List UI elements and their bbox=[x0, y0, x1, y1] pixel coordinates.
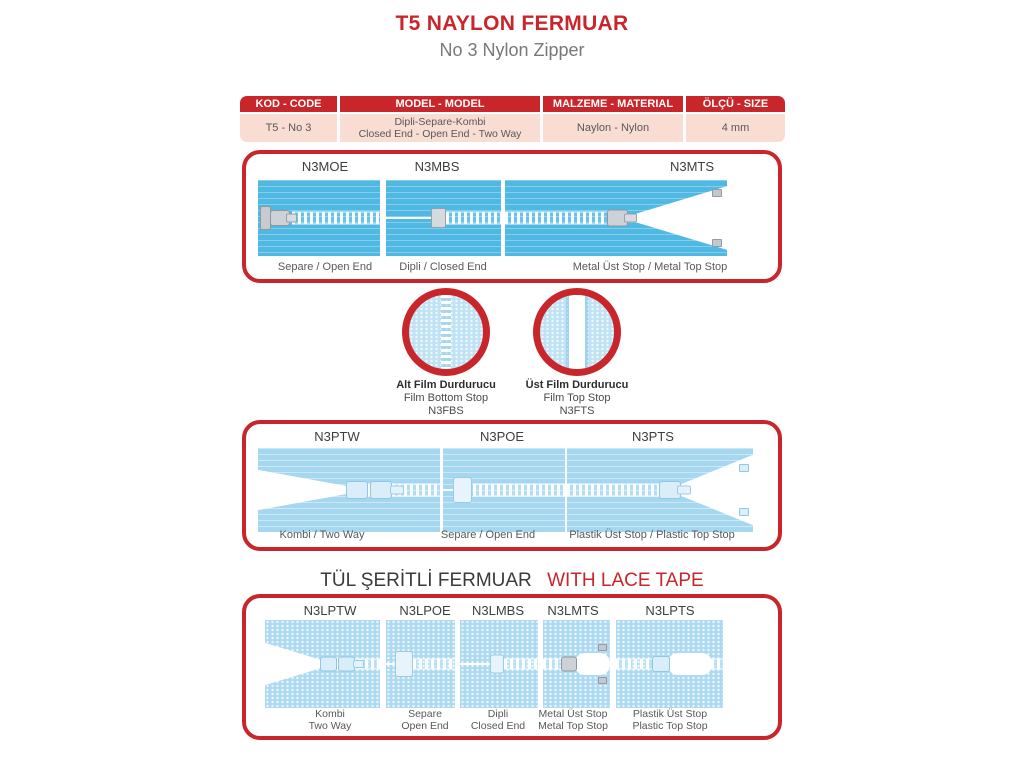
spec-header-model: MODEL - MODEL bbox=[340, 96, 540, 112]
zipper-teeth bbox=[711, 659, 723, 670]
panel-metal-zippers bbox=[242, 150, 782, 283]
spec-model-line2: Closed End - Open End - Two Way bbox=[358, 128, 522, 140]
zipper-image-n3ptw bbox=[258, 448, 440, 532]
zipper-image-n3mbs bbox=[386, 180, 501, 256]
zipper-code-n3pts: N3PTS bbox=[632, 429, 674, 444]
zipper-caption-n3pts: Plastik Üst Stop / Plastic Top Stop bbox=[569, 529, 735, 541]
zipper-retainer-box bbox=[395, 651, 413, 677]
zipper-teeth bbox=[292, 212, 380, 225]
zipper-slider bbox=[652, 656, 670, 672]
zipper-slider bbox=[370, 481, 392, 499]
spec-cell-model bbox=[340, 114, 540, 142]
zipper-pull bbox=[677, 486, 691, 495]
caption-line2: Plastic Top Stop bbox=[632, 719, 708, 732]
zipper-caption-n3lptw bbox=[309, 709, 352, 732]
zipper-caption-n3mbs: Dipli / Closed End bbox=[399, 261, 487, 273]
panel-lace-zippers bbox=[242, 594, 782, 740]
zipper-code-n3lpoe: N3LPOE bbox=[399, 603, 451, 618]
lace-heading-turkish: TÜL ŞERİTLİ FERMUAR bbox=[320, 570, 532, 591]
spec-header-size: ÖLÇÜ - SIZE bbox=[686, 96, 785, 112]
zipper-top-stop bbox=[739, 508, 749, 516]
page-subtitle: No 3 Nylon Zipper bbox=[439, 40, 585, 60]
zipper-image-n3mts bbox=[505, 180, 727, 256]
zipper-top-stop bbox=[712, 239, 722, 247]
spec-header-code: KOD - CODE bbox=[240, 96, 337, 112]
film-stop-code: N3FBS bbox=[428, 405, 464, 417]
spec-cell-material: Naylon - Nylon bbox=[543, 114, 683, 142]
zipper-top-stop bbox=[598, 677, 607, 684]
zipper-image-n3lpts bbox=[616, 620, 723, 708]
zipper-bottom-stop bbox=[490, 655, 504, 674]
zipper-image-n3lmbs bbox=[460, 620, 538, 708]
zipper-code-n3moe: N3MOE bbox=[301, 159, 349, 174]
film-top-stop-photo bbox=[533, 288, 621, 376]
film-stop-title: Alt Film Durdurucu bbox=[396, 379, 496, 391]
zipper-image-n3lpoe bbox=[386, 620, 455, 708]
zipper-caption-n3poe: Separe / Open End bbox=[440, 529, 536, 541]
film-stop-subtitle: Film Top Stop bbox=[543, 392, 611, 404]
film-stop-subtitle: Film Bottom Stop bbox=[403, 392, 489, 404]
spec-cell-size: 4 mm bbox=[686, 114, 785, 142]
film-stop-title: Üst Film Durdurucu bbox=[525, 379, 629, 391]
spec-cell-code: T5 - No 3 bbox=[240, 114, 337, 142]
zipper-teeth bbox=[567, 484, 667, 497]
zipper-pull bbox=[286, 214, 297, 223]
page-title: T5 NAYLON FERMUAR bbox=[395, 12, 629, 35]
zipper-open-gap bbox=[569, 295, 585, 369]
caption-line2: Open End bbox=[401, 719, 449, 732]
zipper-teeth bbox=[413, 659, 455, 670]
zipper-open-gap bbox=[265, 620, 323, 708]
zipper-top-stop bbox=[598, 644, 607, 651]
spec-table-header-row bbox=[240, 96, 785, 112]
caption-line1: Dipli bbox=[487, 708, 509, 720]
zipper-slider bbox=[346, 481, 368, 499]
zipper-top-stop bbox=[739, 464, 749, 472]
lace-heading-english: WITH LACE TAPE bbox=[547, 570, 704, 591]
zipper-image-n3lptw bbox=[265, 620, 380, 708]
zipper-retainer-box bbox=[453, 477, 472, 503]
zipper-code-n3lptw: N3LPTW bbox=[303, 603, 357, 618]
zipper-bottom-stop bbox=[431, 208, 446, 228]
zipper-caption-n3moe: Separe / Open End bbox=[277, 261, 373, 273]
caption-line2: Closed End bbox=[470, 719, 526, 732]
zipper-slider bbox=[561, 657, 577, 672]
zipper-pull bbox=[353, 660, 364, 668]
caption-line1: Separe bbox=[408, 708, 442, 720]
caption-line1: Kombi bbox=[315, 708, 345, 720]
zipper-code-n3lmts: N3LMTS bbox=[547, 603, 599, 618]
film-bottom-stop-photo bbox=[402, 288, 490, 376]
zipper-image-n3pts bbox=[567, 448, 753, 532]
spec-table-body-row bbox=[240, 114, 785, 142]
zipper-code-n3poe: N3POE bbox=[479, 429, 525, 444]
panel-plastic-zippers bbox=[242, 420, 782, 551]
zipper-teeth bbox=[473, 484, 565, 497]
zipper-pull bbox=[624, 214, 637, 223]
zipper-caption-n3lpts bbox=[632, 709, 707, 732]
zipper-top-stop bbox=[712, 189, 722, 197]
film-top-stop-label bbox=[492, 379, 662, 418]
zipper-image-n3moe bbox=[258, 180, 380, 256]
zipper-open-gap bbox=[258, 448, 350, 532]
zipper-image-n3lmts bbox=[543, 620, 610, 708]
zipper-caption-n3mts: Metal Üst Stop / Metal Top Stop bbox=[572, 261, 728, 273]
zipper-pull bbox=[390, 486, 404, 495]
zipper-caption-n3lmts bbox=[538, 709, 608, 732]
zipper-teeth bbox=[441, 295, 451, 369]
zipper-code-n3mbs: N3MBS bbox=[414, 159, 460, 174]
spec-table bbox=[240, 96, 785, 142]
caption-line1: Plastik Üst Stop bbox=[632, 708, 708, 720]
caption-line1: Metal Üst Stop bbox=[538, 708, 608, 720]
zipper-teeth bbox=[505, 212, 615, 225]
zipper-open-gap bbox=[668, 653, 712, 675]
caption-line2: Two Way bbox=[308, 719, 352, 732]
zipper-code-n3lmbs: N3LMBS bbox=[471, 603, 525, 618]
zipper-caption-n3lpoe bbox=[401, 709, 448, 732]
lace-section-heading bbox=[0, 570, 1024, 592]
film-stop-code: N3FTS bbox=[559, 405, 595, 417]
zipper-code-n3lpts: N3LPTS bbox=[645, 603, 695, 618]
spec-header-material: MALZEME - MATERIAL bbox=[543, 96, 683, 112]
zipper-caption-n3ptw: Kombi / Two Way bbox=[279, 529, 365, 541]
caption-line2: Metal Top Stop bbox=[538, 719, 608, 732]
zipper-join-line bbox=[460, 663, 494, 665]
zipper-image-n3poe bbox=[443, 448, 565, 532]
zipper-slider bbox=[320, 657, 337, 672]
zipper-code-n3mts: N3MTS bbox=[669, 159, 715, 174]
spec-model-line1: Dipli-Separe-Kombi bbox=[394, 116, 486, 128]
zipper-caption-n3lmbs bbox=[471, 709, 525, 732]
zipper-code-n3ptw: N3PTW bbox=[314, 429, 360, 444]
zipper-join-line bbox=[386, 217, 434, 219]
zipper-open-gap bbox=[575, 653, 610, 675]
